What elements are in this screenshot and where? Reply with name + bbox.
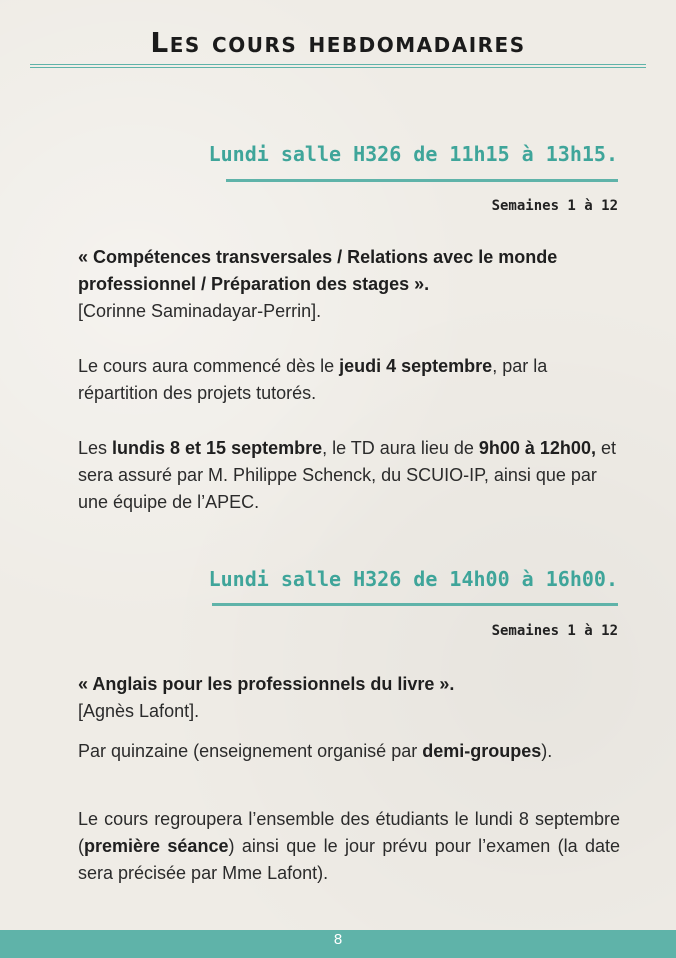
instructor: [Agnès Lafont]. (78, 701, 200, 721)
section-2-paragraph-2 (78, 738, 620, 765)
section-1-rule (226, 179, 618, 182)
text: , par la répartition des projets tutorés. (78, 356, 548, 403)
text: , le TD aura lieu de (322, 438, 479, 458)
course-title: « Anglais pour les professionnels du livre ». (78, 674, 455, 694)
text: et sera assuré par M. Philippe Schenck, du SCUIO-IP, ainsi que par une équipe de l’APEC. (78, 438, 616, 512)
section-1-paragraph-3 (78, 435, 620, 516)
section-1-paragraph-2 (78, 353, 620, 407)
section-2-heading: Lundi salle H326 de 14h00 à 16h00. (208, 567, 618, 591)
section-1-course (78, 244, 620, 325)
title-rule (30, 64, 646, 68)
bold-text: 9h00 à 12h00, (478, 438, 596, 458)
text: ). (541, 741, 553, 761)
page-number: 8 (333, 931, 343, 948)
instructor: [Corinne Saminadayar-Perrin]. (78, 301, 322, 321)
section-2-weeks: Semaines 1 à 12 (491, 623, 618, 639)
bold-text: jeudi 4 septembre (339, 356, 493, 376)
bold-text: demi-groupes (422, 741, 542, 761)
bold-text: première séance (84, 836, 229, 856)
bold-text: lundis 8 et 15 septembre (112, 438, 323, 458)
text: Par quinzaine (enseignement organisé par (78, 741, 423, 761)
page-title: Les cours hebdomadaires (150, 26, 526, 59)
section-2-paragraph-3 (78, 806, 620, 887)
section-2-rule (212, 603, 618, 606)
section-2-course (78, 671, 620, 725)
section-1-heading: Lundi salle H326 de 11h15 à 13h15. (208, 142, 618, 166)
section-1-weeks: Semaines 1 à 12 (491, 198, 618, 214)
text: Le cours aura commencé dès le (78, 356, 340, 376)
text: Le cours regroupera l’ensemble des étudiants le lundi 8 septembre ( (78, 809, 620, 856)
text: ) ainsi que le jour prévu pour l’examen (la date sera précisée par Mme Lafont). (78, 836, 620, 883)
course-title: « Compétences transversales / Relations avec le monde professionnel / Préparation des stages ». (78, 247, 558, 294)
text: Les (78, 438, 113, 458)
